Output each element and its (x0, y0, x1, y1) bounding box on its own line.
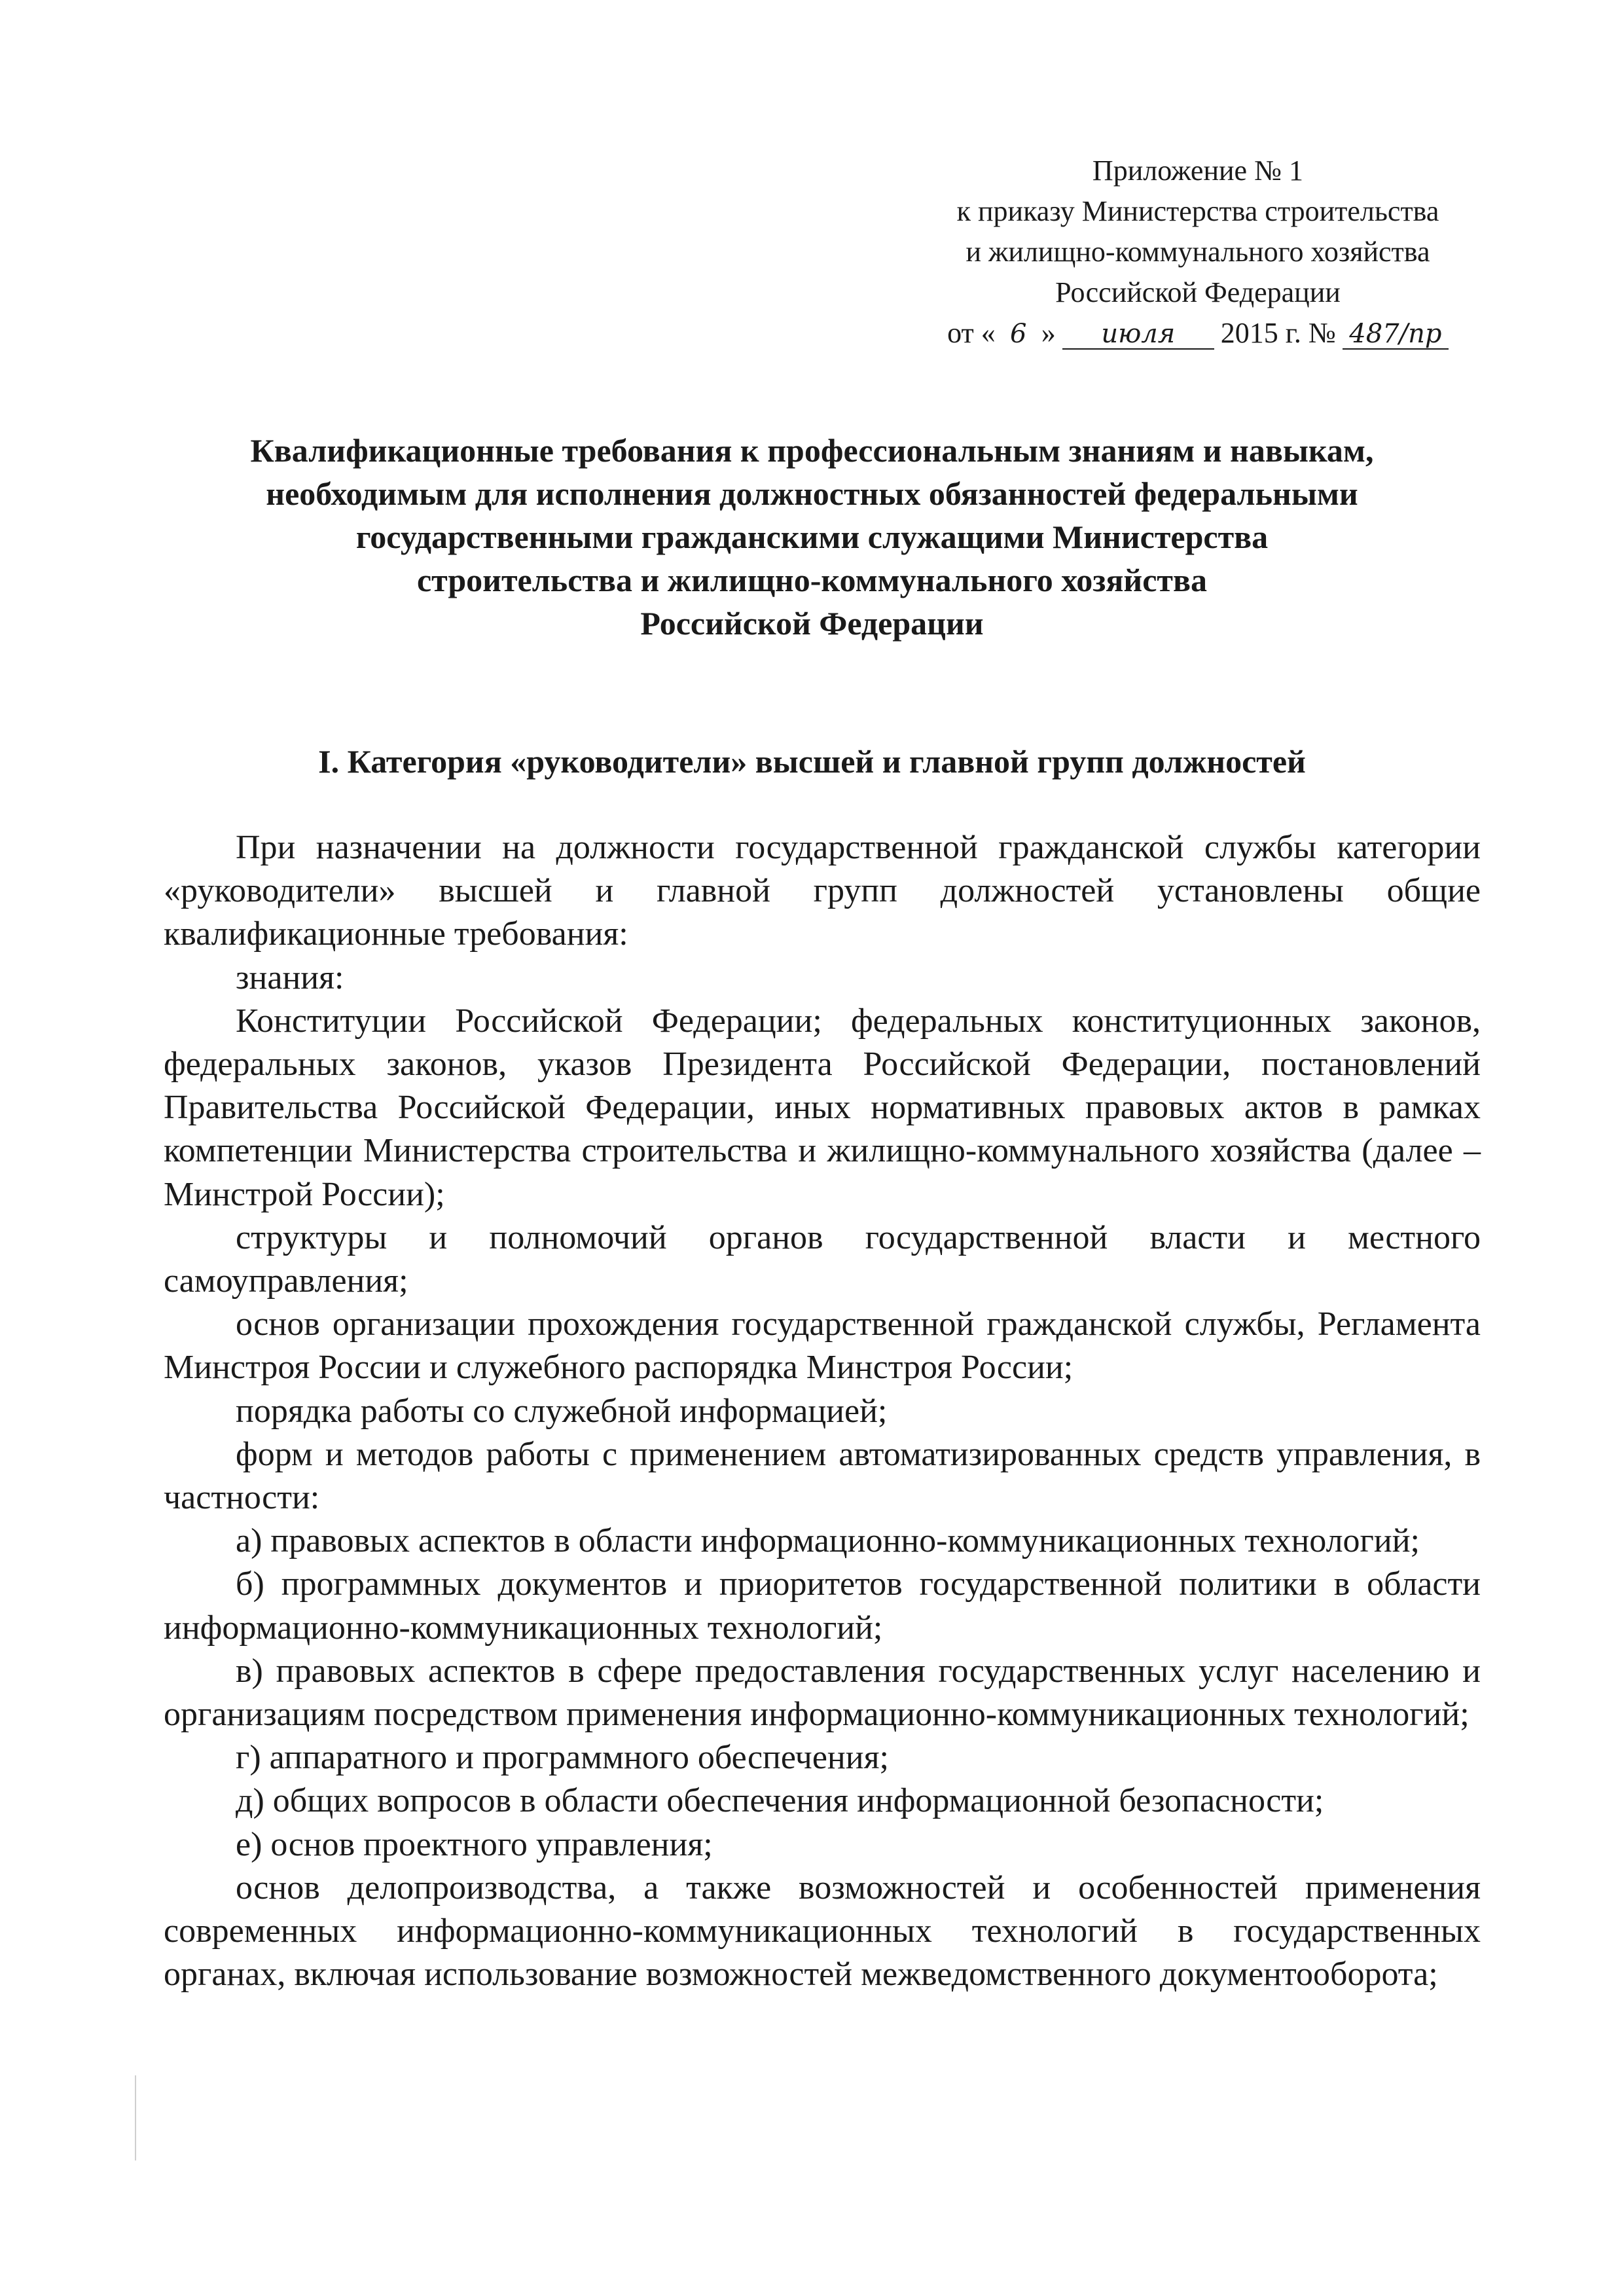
handwritten-order-number: 487/пр (1343, 319, 1449, 350)
paragraph-records-management: основ делопроизводства, а также возможностей и особенностей применения современных информационно-коммуникационных технологий в государственных органах, включая использование возможностей межведомственного документооборота; (164, 1868, 1481, 1994)
paragraph-intro: При назначении на должности государственной гражданской службы категории «руководители» высшей и главной групп должностей установлены общие квалификационные требования: (164, 829, 1481, 953)
appendix-country-line: Российской Федерации (1055, 276, 1341, 308)
paragraph-constitution: Конституции Российской Федерации; федеральных конституционных законов, федеральных законов, указов Президента Российской Федерации, постановлений Правительства Российской Федерации, иных нормативных правовых актов в рамках компетенции Министерства строительства и жилищно-коммунального хозяйства (далее – Минстрой России); (164, 1002, 1481, 1213)
paragraph-automation: форм и методов работы с применением автоматизированных средств управления, в частности: (164, 1435, 1481, 1517)
order-date-line (947, 313, 1449, 354)
paragraph-item-d: д) общих вопросов в области обеспечения информационной безопасности; (236, 1782, 1324, 1820)
paragraph-item-e: е) основ проектного управления; (236, 1825, 713, 1863)
section-heading: I. Категория «руководители» высшей и главной групп должностей (318, 743, 1306, 780)
paragraph-item-g: г) аппаратного и программного обеспечения; (236, 1739, 889, 1777)
scan-artifact-line (135, 2075, 136, 2160)
title-line-5: Российской Федерации (640, 605, 984, 642)
date-mid: » (1041, 317, 1056, 349)
document-body (164, 826, 1481, 1996)
appendix-order-ref: к приказу Министерства строительства (956, 195, 1439, 227)
title-line-3: государственными гражданскими служащими Министерства (355, 519, 1269, 555)
title-line-4: строительства и жилищно-коммунального хозяйства (416, 562, 1207, 598)
title-line-2: необходимым для исполнения должностных обязанностей федеральными (266, 475, 1358, 512)
paragraph-item-v: в) правовых аспектов в сфере предоставления государственных услуг населению и организациям посредством применения информационно-коммуникационных технологий; (164, 1652, 1481, 1734)
paragraph-knowledge-label: знания: (236, 958, 344, 996)
handwritten-day: 6 (1010, 319, 1027, 349)
title-line-1: Квалификационные требования к профессиональным знаниям и навыкам, (250, 432, 1374, 469)
handwritten-month: июля (1062, 319, 1214, 350)
date-prefix: от « (947, 317, 996, 349)
document-title (118, 429, 1506, 645)
appendix-ministry-line: и жилищно-коммунального хозяйства (965, 236, 1430, 268)
order-year: 2015 г. № (1220, 317, 1336, 349)
appendix-number: Приложение № 1 (1092, 155, 1304, 187)
appendix-header (903, 151, 1492, 354)
paragraph-structure: структуры и полномочий органов государственной власти и местного самоуправления; (164, 1218, 1481, 1300)
paragraph-service-basics: основ организации прохождения государственной гражданской службы, Регламента Минстроя России и служебного распорядка Минстроя России; (164, 1305, 1481, 1387)
paragraph-item-a: а) правовых аспектов в области информационно-коммуникационных технологий; (236, 1522, 1420, 1560)
paragraph-info-handling: порядка работы со служебной информацией; (236, 1392, 888, 1430)
paragraph-item-b: б) программных документов и приоритетов государственной политики в области информационно-коммуникационных технологий; (164, 1565, 1481, 1647)
